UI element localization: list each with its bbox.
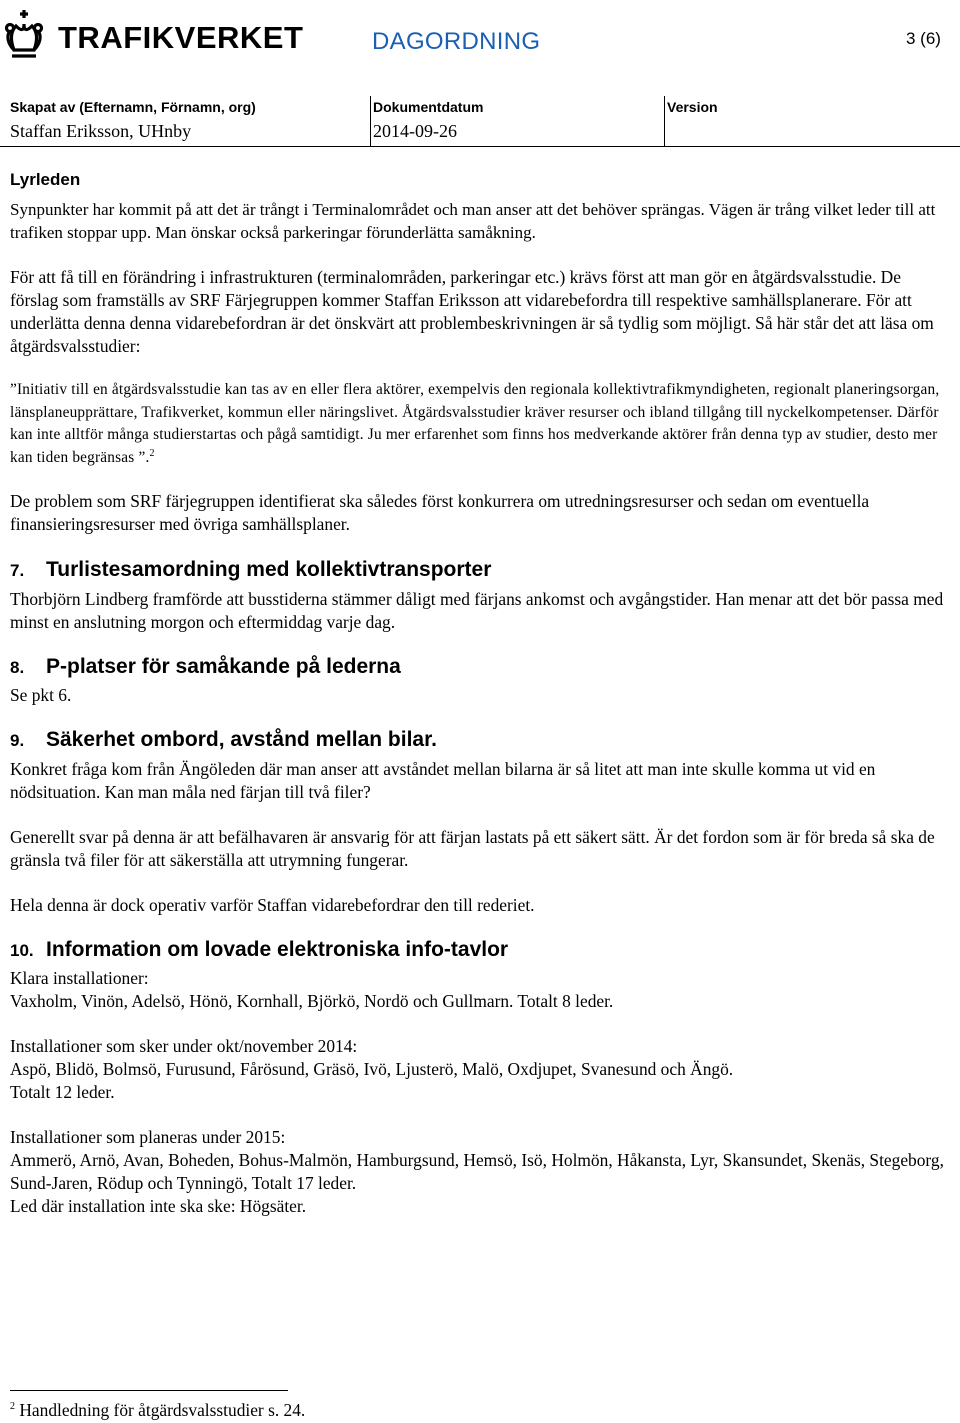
planned-installations-list: Ammerö, Arnö, Avan, Boheden, Bohus-Malmön, Hamburgsund, Hemsö, Isö, Holmön, Håkansta, Lyr, Skansundet, Skenäs, Stegeborg, Sund-Jaren, Rödup och Tynningö, Totalt 17 leder. xyxy=(10,1150,944,1193)
trafikverket-logo xyxy=(4,4,304,64)
lyrleden-paragraph-2: För att få till en förändring i infrastrukturen (terminalområden, parkeringar etc.) krävs först att man gör en åtgärdsvalsstudie. De förslag som framställs av SRF Färjegruppen kommer Staffan Eriksson att vidarebefordra till respektive samhällsplanerare. För att underlätta denna denna vidarebefordran är det önskvärt att problembeskrivningen är så tydlig som möjligt. Så här står det att läsa om åtgärdsvalsstudier: xyxy=(10,267,934,356)
document-type: DAGORDNING xyxy=(372,28,541,55)
section-title: Information om lovade elektroniska info-tavlor xyxy=(46,938,509,961)
section-10-heading xyxy=(10,938,945,962)
autumn-installations-list: Aspö, Blidö, Bolmsö, Furusund, Fårösund, Gräsö, Ivö, Ljusterö, Malö, Oxdjupet, Svanesund och Ängö. xyxy=(10,1059,734,1079)
quote-block xyxy=(10,379,945,469)
footnote-number: 2 xyxy=(10,1401,15,1413)
section-7-paragraph: Thorbjörn Lindberg framförde att busstiderna stämmer dåligt med färjans ankomst och avgångstider. Han menar att det bör passa med minst en anslutning morgon och eftermiddag varje dag. xyxy=(10,589,944,632)
version-label: Version xyxy=(667,99,718,115)
lyrleden-heading: Lyrleden xyxy=(10,170,81,189)
footnote-rule xyxy=(10,1390,288,1391)
section-7-heading xyxy=(10,558,945,582)
section-title: Säkerhet ombord, avstånd mellan bilar. xyxy=(46,728,437,751)
ready-installations-label: Klara installationer: xyxy=(10,968,149,988)
document-body xyxy=(10,168,945,1218)
page-number: 3 (6) xyxy=(906,29,941,48)
document-date-value: 2014-09-26 xyxy=(373,121,457,141)
section-title: Turlistesamordning med kollektivtransporter xyxy=(46,558,492,581)
document-date-label: Dokumentdatum xyxy=(373,99,484,115)
created-by-label: Skapat av (Efternamn, Förnamn, org) xyxy=(10,99,256,115)
column-divider xyxy=(664,96,665,146)
section-number: 7. xyxy=(10,561,25,580)
footnote-reference: 2 xyxy=(149,447,155,459)
no-installation-line: Led där installation inte ska ske: Högsäter. xyxy=(10,1196,307,1216)
created-by-value: Staffan Eriksson, UHnby xyxy=(10,121,192,141)
ready-installations-list: Vaxholm, Vinön, Adelsö, Hönö, Kornhall, Björkö, Nordö och Gullmarn. Totalt 8 leder. xyxy=(10,991,614,1011)
section-9-heading xyxy=(10,728,945,752)
column-divider xyxy=(370,96,371,146)
section-9-paragraph-2: Generellt svar på denna är att befälhavaren är ansvarig för att färjan lastats på ett säkert sätt. Är det fordon som är för breda så ska de gränsla två filer för att säkerställa att utrymning fungerar. xyxy=(10,827,935,870)
planned-installations-label: Installationer som planeras under 2015: xyxy=(10,1127,286,1147)
footnote-text: Handledning för åtgärdsvalsstudier s. 24. xyxy=(19,1400,306,1420)
lyrleden-paragraph-3: De problem som SRF färjegruppen identifierat ska således först konkurrera om utredningsresurser och sedan om eventuella finansieringsresurser med övriga samhällsplaner. xyxy=(10,491,870,534)
section-8-heading xyxy=(10,655,945,679)
header-rule xyxy=(0,146,960,147)
autumn-installations-total: Totalt 12 leder. xyxy=(10,1082,115,1102)
footnote xyxy=(10,1400,305,1421)
quote-text: ”Initiativ till en åtgärdsvalsstudie kan tas av en eller flera aktörer, exempelvis den regionala kollektivtrafikmyndigheten, regionalt planeringsorgan, länsplaneupprättare, Trafikverket, kommun eller näringslivet. Åtgärdsvalsstudier kräver resurser och ibland tillgång till nyckelkompetenser. Därför kan inte alltför många studierstartas och pågå samtidigt. Ju mer erfarenhet som finns hos medverkande aktörer från denna typ av studier, desto mer kan tiden begränsas ”. xyxy=(10,381,940,466)
section-number: 9. xyxy=(10,731,25,750)
section-number: 8. xyxy=(10,658,25,677)
section-9-paragraph-1: Konkret fråga kom från Ängöleden där man anser att avståndet mellan bilarna är så litet att man inte skulle komma ut vid en nödsituation. Kan man måla ned färjan till två filer? xyxy=(10,759,876,802)
autumn-installations-label: Installationer som sker under okt/november 2014: xyxy=(10,1036,358,1056)
logo-wordmark: TRAFIKVERKET xyxy=(58,20,304,55)
section-8-paragraph: Se pkt 6. xyxy=(10,685,72,705)
section-title: P-platser för samåkande på lederna xyxy=(46,655,401,678)
section-number: 10. xyxy=(10,941,34,960)
lyrleden-paragraph-1: Synpunkter har kommit på att det är trångt i Terminalområdet och man anser att det behöver sprängas. Vägen är trång vilket leder till att trafiken stoppar upp. Man önskar också parkeringar förunderlätta samåkning. xyxy=(10,200,936,242)
section-9-paragraph-3: Hela denna är dock operativ varför Staffan vidarebefordrar den till rederiet. xyxy=(10,895,535,915)
